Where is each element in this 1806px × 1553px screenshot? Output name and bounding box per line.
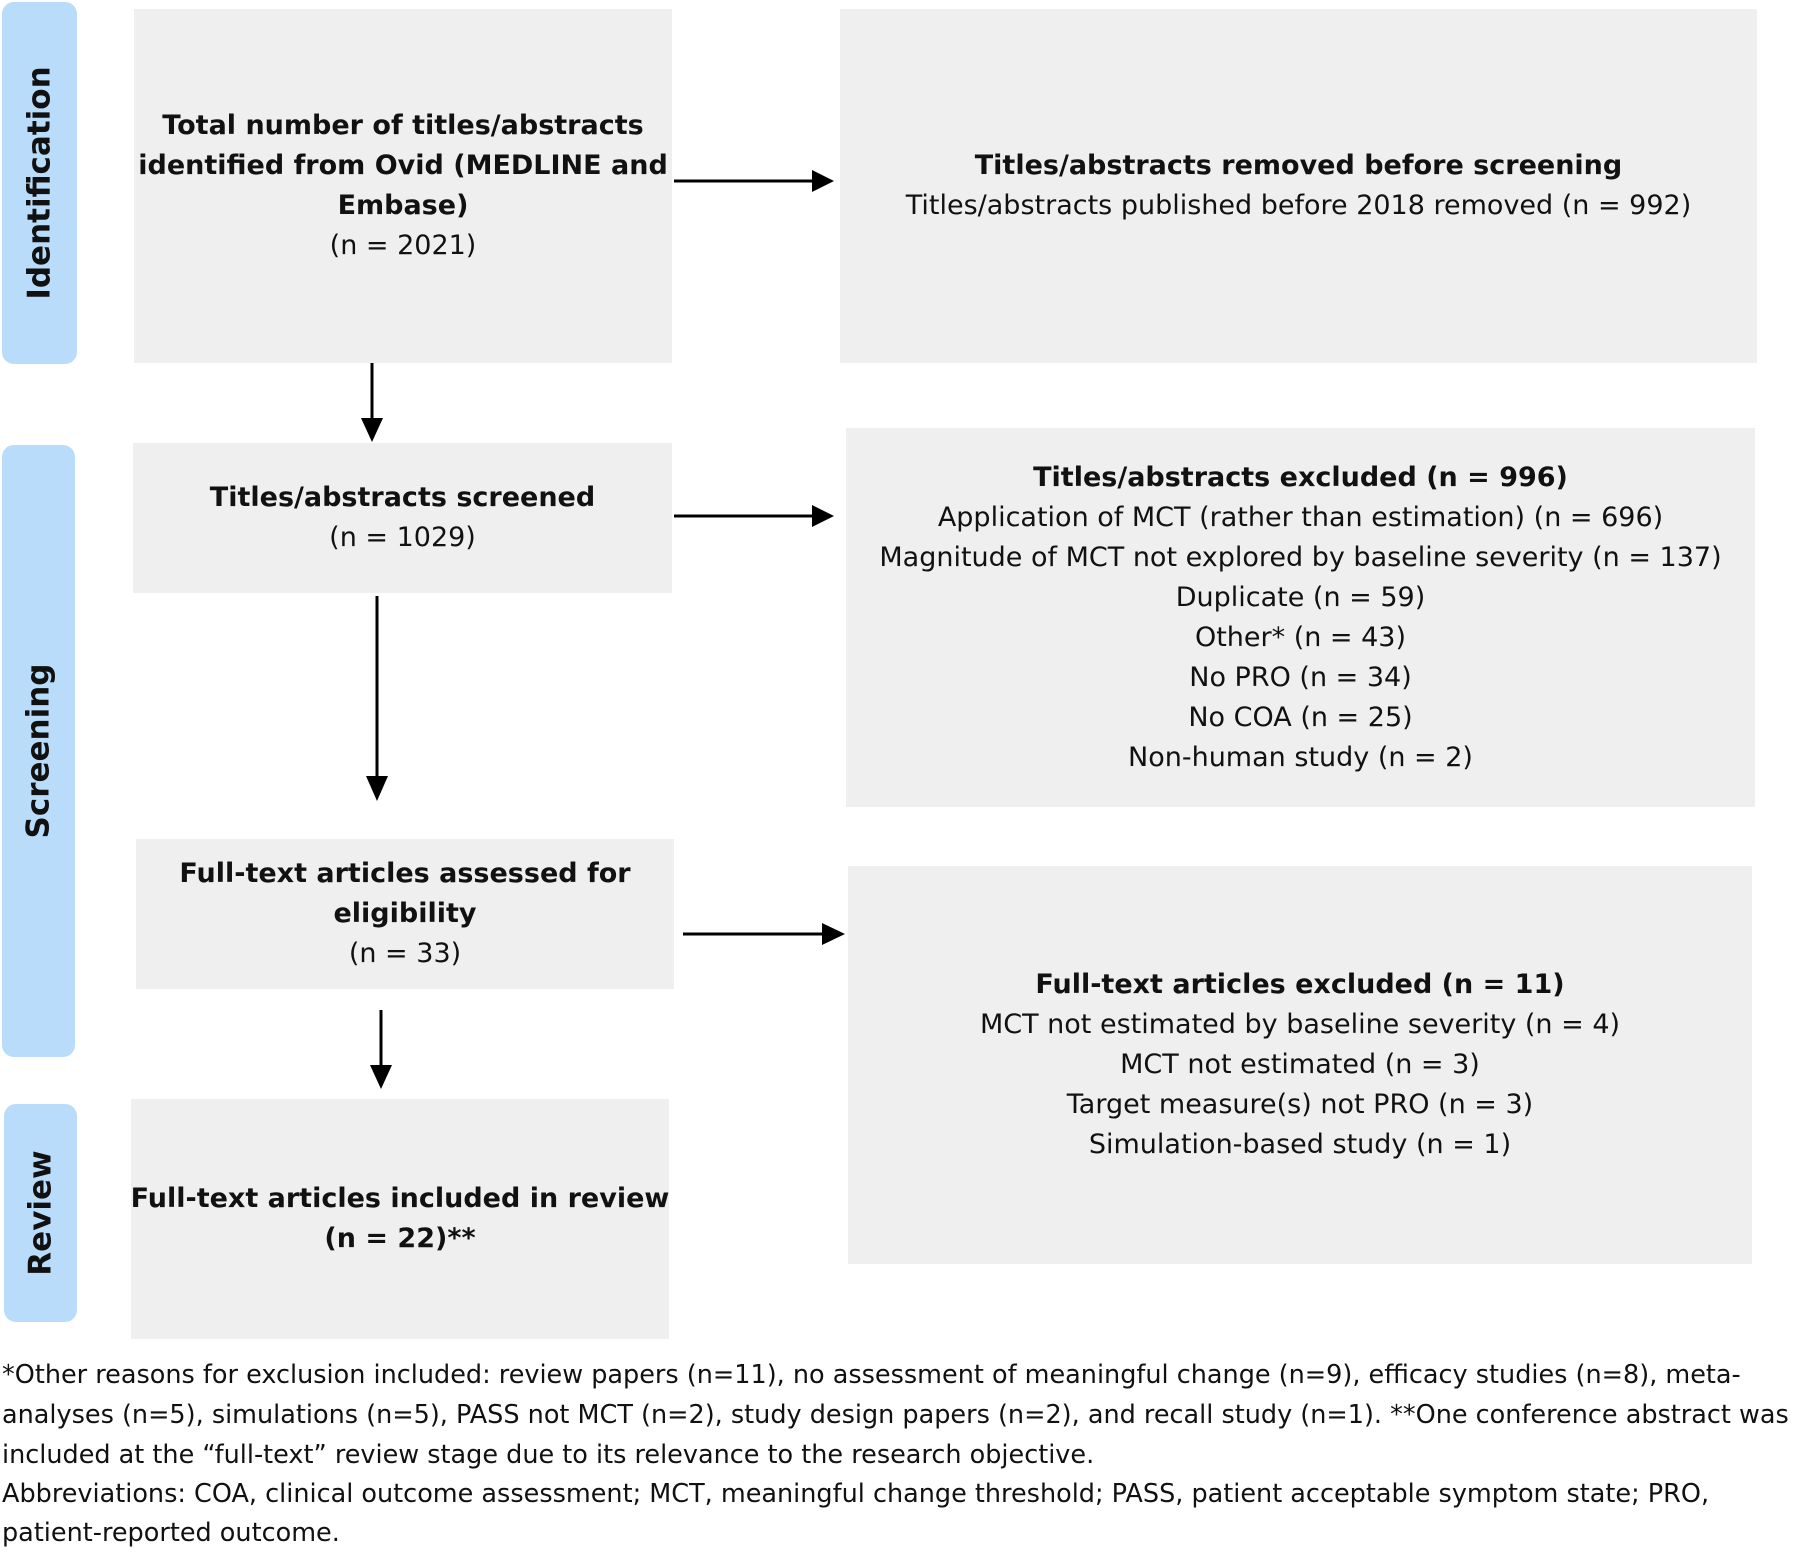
- identified-title-line-1: Total number of titles/abstracts: [162, 110, 644, 141]
- exclusion-reason: MCT not estimated (n = 3): [1120, 1049, 1480, 1080]
- footnote-other-line-2: analyses (n=5), simulations (n=5), PASS not MCT (n=2), study design papers (n=2), and recall study (n=1). **One conference abstract was: [2, 1400, 1789, 1430]
- arrowhead-right: [822, 923, 845, 945]
- identified-count: (n = 2021): [329, 230, 477, 261]
- excluded-fulltext-title: Full-text articles excluded (n = 11): [1035, 969, 1565, 1000]
- identified-title-line-2: identified from Ovid (MEDLINE and: [138, 150, 668, 181]
- arrowhead-down: [370, 1065, 392, 1089]
- exclusion-reason: Duplicate (n = 59): [1175, 581, 1426, 613]
- stage-screening-label: Screening: [20, 663, 57, 839]
- footnote-other-line-1: *Other reasons for exclusion included: review papers (n=11), no assessment of meaningful change (n=9), efficacy studies (n=8), meta-: [2, 1360, 1741, 1390]
- exclusion-reason: Target measure(s) not PRO (n = 3): [1066, 1089, 1534, 1120]
- stage-identification-label: Identification: [21, 66, 58, 300]
- screened-count: (n = 1029): [329, 522, 476, 553]
- arrowhead-right: [812, 170, 834, 192]
- arrowhead-down: [361, 418, 383, 442]
- arrowhead-down: [366, 776, 388, 801]
- exclusion-reason: Other* (n = 43): [1194, 621, 1407, 653]
- removed-title: Titles/abstracts removed before screening: [974, 150, 1623, 181]
- stage-review-label: Review: [22, 1150, 59, 1276]
- assessed-title-line-1: Full-text articles assessed for: [179, 858, 631, 889]
- exclusion-reason: Magnitude of MCT not explored by baseline severity (n = 137): [879, 541, 1722, 573]
- exclusion-reason: Simulation-based study (n = 1): [1088, 1129, 1512, 1160]
- footnote-abbreviations-line-1: Abbreviations: COA, clinical outcome assessment; MCT, meaningful change threshold; PASS, patient acceptable symptom state; PRO,: [2, 1479, 1710, 1509]
- arrowhead-right: [812, 505, 834, 527]
- screened-title: Titles/abstracts screened: [209, 482, 596, 513]
- included-title-line-2: (n = 22)**: [324, 1223, 476, 1254]
- identified-title-line-3: Embase): [337, 190, 469, 221]
- removed-reason: Titles/abstracts published before 2018 removed (n = 992): [905, 190, 1692, 221]
- exclusion-reason: Application of MCT (rather than estimation) (n = 696): [937, 501, 1664, 533]
- footnote-other-line-3: included at the “full-text” review stage due to its relevance to the research objective.: [2, 1440, 1095, 1470]
- exclusion-reason: Non-human study (n = 2): [1128, 741, 1473, 773]
- assessed-title-line-2: eligibility: [333, 898, 477, 929]
- excluded-abstracts-title: Titles/abstracts excluded (n = 996): [1033, 461, 1568, 493]
- footnote-abbreviations-line-2: patient-reported outcome.: [2, 1518, 340, 1548]
- exclusion-reason: MCT not estimated by baseline severity (n = 4): [979, 1009, 1621, 1040]
- exclusion-reason: No PRO (n = 34): [1189, 661, 1412, 693]
- included-title-line-1: Full-text articles included in review: [130, 1183, 670, 1214]
- assessed-count: (n = 33): [348, 938, 462, 969]
- exclusion-reason: No COA (n = 25): [1188, 701, 1413, 733]
